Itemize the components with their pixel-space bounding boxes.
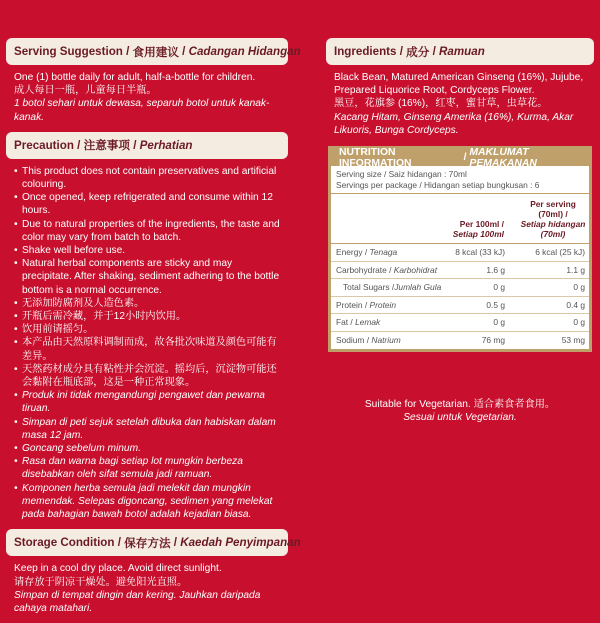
serving-line-ms: 1 botol sehari untuk dewasa, separuh botol untuk kanak-kanak. [14,98,270,123]
row-label-ms: Jumlah Gula [394,282,442,293]
ingredients-title-cn: 成分 [406,45,430,59]
row-label-ms: Karbohidrat [393,264,438,275]
nutrition-rows [331,244,589,349]
servings-per-package: Servings per package / Hidangan setiap bungkusan : 6 [336,180,540,191]
serving-title-en: Serving Suggestion [14,45,123,58]
row-label-en: Fat [336,317,349,328]
precaution-item-ms: • Simpan di peti sejuk setelah dibuka dan habiskan dalam masa 12 jam. [14,416,280,442]
row-perserving: 53 mg [561,335,585,346]
storage-line-en: Keep in a cool dry place. Avoid direct sunlight. [14,563,222,575]
precaution-item-ms: • Goncang sebelum minum. [14,442,280,455]
storage-section [6,529,301,615]
nutrition-title-en: NUTRITION INFORMATION [339,146,412,169]
precaution-item-cn: • 天然药材成分具有粘性并会沉淀。摇均后，沉淀物可能还会黏附在瓶底部，这是一种正常现象。 [14,363,280,389]
ingredients-line-ms: Kacang Hitam, Ginseng Amerika (16%), Kurma, Akar Likuoris, Bunga Cordyceps. [334,111,574,136]
nutrition-heading: NUTRITION INFORMATION / MAKLUMAT PEMAKANAN [331,149,589,166]
storage-heading: Storage Condition / 保存方法 / Kaedah Penyimpanan [6,529,288,556]
right-column [326,38,594,352]
row-per100: 0.5 g [486,299,505,310]
serving-size: Serving size / Saiz hidangan : 70ml [336,169,467,180]
serving-title-cn: 食用建议 [132,45,179,59]
vegetarian-note [326,398,594,424]
left-column [6,38,301,623]
ingredients-line-cn: 黑豆，花旗参 (16%)，红枣，蜜甘草，虫草花。 [334,98,548,110]
storage-line-cn: 请存放于阴凉干燥处。避免阳光直照。 [14,576,188,588]
vegetarian-line-en: Suitable for Vegetarian. [364,399,471,410]
precaution-item-en: • Shake well before use. [14,244,280,257]
table-row: Total Sugars /Jumlah Gula 0 g 0 g [331,279,589,297]
precaution-item-cn: • 本产品由天然原料调制而成，故各批次味道及颜色可能有差异。 [14,336,280,362]
table-row: Carbohydrate / Karbohidrat 1.6 g 1.1 g [331,262,589,280]
row-perserving: 6 kcal (25 kJ) [535,247,585,258]
precaution-list-ms [14,389,280,521]
ingredients-title-ms: Ramuan [439,45,485,58]
table-row: Protein / Protein 0.5 g 0.4 g [331,297,589,315]
storage-title-en: Storage Condition [14,536,115,550]
precaution-item-en: • Natural herbal components are sticky and may precipitate. After shaking, sediment adhering to the bottle bottom is a normal occurrence. [14,257,280,297]
col-perserving-ms-b: (70ml) [540,229,566,240]
row-label-en: Carbohydrate [336,264,387,275]
row-per100: 0 g [493,282,505,293]
col-per100-ms: Setiap 100ml [452,229,504,240]
storage-line-ms: Simpan di tempat dingin dan kering. Jauhkan daripada cahaya matahari. [14,589,261,614]
row-label-en: Protein [336,299,363,310]
storage-title-ms: Kaedah Penyimpanan [180,536,301,550]
precaution-item-en: • Due to natural properties of the ingredients, the taste and color may vary from batch to batch. [14,218,280,244]
ingredients-title-en: Ingredients [334,45,397,58]
precaution-item-en: • This product does not contain preservatives and artificial colouring. [14,165,280,191]
row-label-ms: Protein [369,299,397,310]
serving-line-cn: 成人每日一瓶，儿童每日半瓶。 [14,85,157,97]
precaution-item-ms: • Rasa dan warna bagi setiap lot mungkin berbeza disebabkan oleh sifat semula jadi ramuan. [14,455,280,481]
table-row: Fat / Lemak 0 g 0 g [331,314,589,332]
storage-title-cn: 保存方法 [124,536,171,550]
nutrition-column-headers [331,194,589,244]
serving-title-ms: Cadangan Hidangan [188,45,301,58]
row-label-en: Energy [336,247,363,258]
serving-section [6,38,301,124]
ingredients-heading: Ingredients / 成分 / Ramuan [326,38,594,65]
precaution-list-en [14,165,280,297]
col-perserving-en-b: (70ml) / [538,209,568,220]
precaution-item-ms: • Produk ini tidak mengandungi pengawet dan pewarna tiruan. [14,389,280,415]
precaution-item-cn: • 无添加防腐剂及人造色素。 [14,297,280,310]
nutrition-table [328,146,592,352]
table-row: Sodium / Natrium 76 mg 53 mg [331,332,589,350]
precaution-title-en: Precaution [14,138,74,152]
row-perserving: 1.1 g [566,264,585,275]
row-per100: 8 kcal (33 kJ) [455,247,505,258]
serving-heading: Serving Suggestion / 食用建议 / Cadangan Hidangan [6,38,288,65]
row-per100: 1.6 g [486,264,505,275]
row-perserving: 0 g [573,282,585,293]
vegetarian-line-cn: 适合素食者食用。 [473,399,556,410]
precaution-item-en: • Once opened, keep refrigerated and consume within 12 hours. [14,191,280,217]
precaution-list-cn [14,297,280,389]
table-row: Energy / Tenaga 8 kcal (33 kJ) 6 kcal (25 kJ) [331,244,589,262]
col-perserving-ms-a: Setiap hidangan [520,219,586,230]
nutrition-title-ms: MAKLUMAT PEMAKANAN [469,146,537,169]
precaution-item-cn: • 饮用前请摇匀。 [14,323,280,336]
row-per100: 76 mg [481,335,505,346]
row-perserving: 0.4 g [566,299,585,310]
ingredients-line-en: Black Bean, Matured American Ginseng (16%), Jujube, Prepared Liquorice Root, Cordyceps Flower. [334,72,584,97]
precaution-section [6,132,288,521]
ingredients-section [326,38,594,137]
precaution-heading: Precaution / 注意事项 / Perhatian [6,132,288,159]
col-perserving-en-a: Per serving [530,199,576,210]
serving-line-en: One (1) bottle daily for adult, half-a-bottle for children. [14,72,256,83]
row-per100: 0 g [493,317,505,328]
row-label-ms: Tenaga [369,247,398,258]
row-label-ms: Lemak [355,317,381,328]
row-label-en: Total Sugars [343,282,390,293]
precaution-title-ms: Perhatian [139,138,193,152]
row-label-en: Sodium [336,335,365,346]
precaution-item-cn: • 开瓶后需冷藏，并于12小时内饮用。 [14,310,280,323]
vegetarian-line-ms: Sesuai untuk Vegetarian. [403,412,517,424]
nutrition-meta [331,166,589,194]
col-per100-en: Per 100ml / [459,219,504,230]
row-perserving: 0 g [573,317,585,328]
precaution-title-cn: 注意事项 [83,139,130,153]
row-label-ms: Natrium [371,335,401,346]
precaution-item-ms: • Komponen herba semula jadi melekit dan mungkin memendak. Selepas digoncang, sedimen yang melekat pada bahagian bawah botol adalah kejadian biasa. [14,482,280,522]
